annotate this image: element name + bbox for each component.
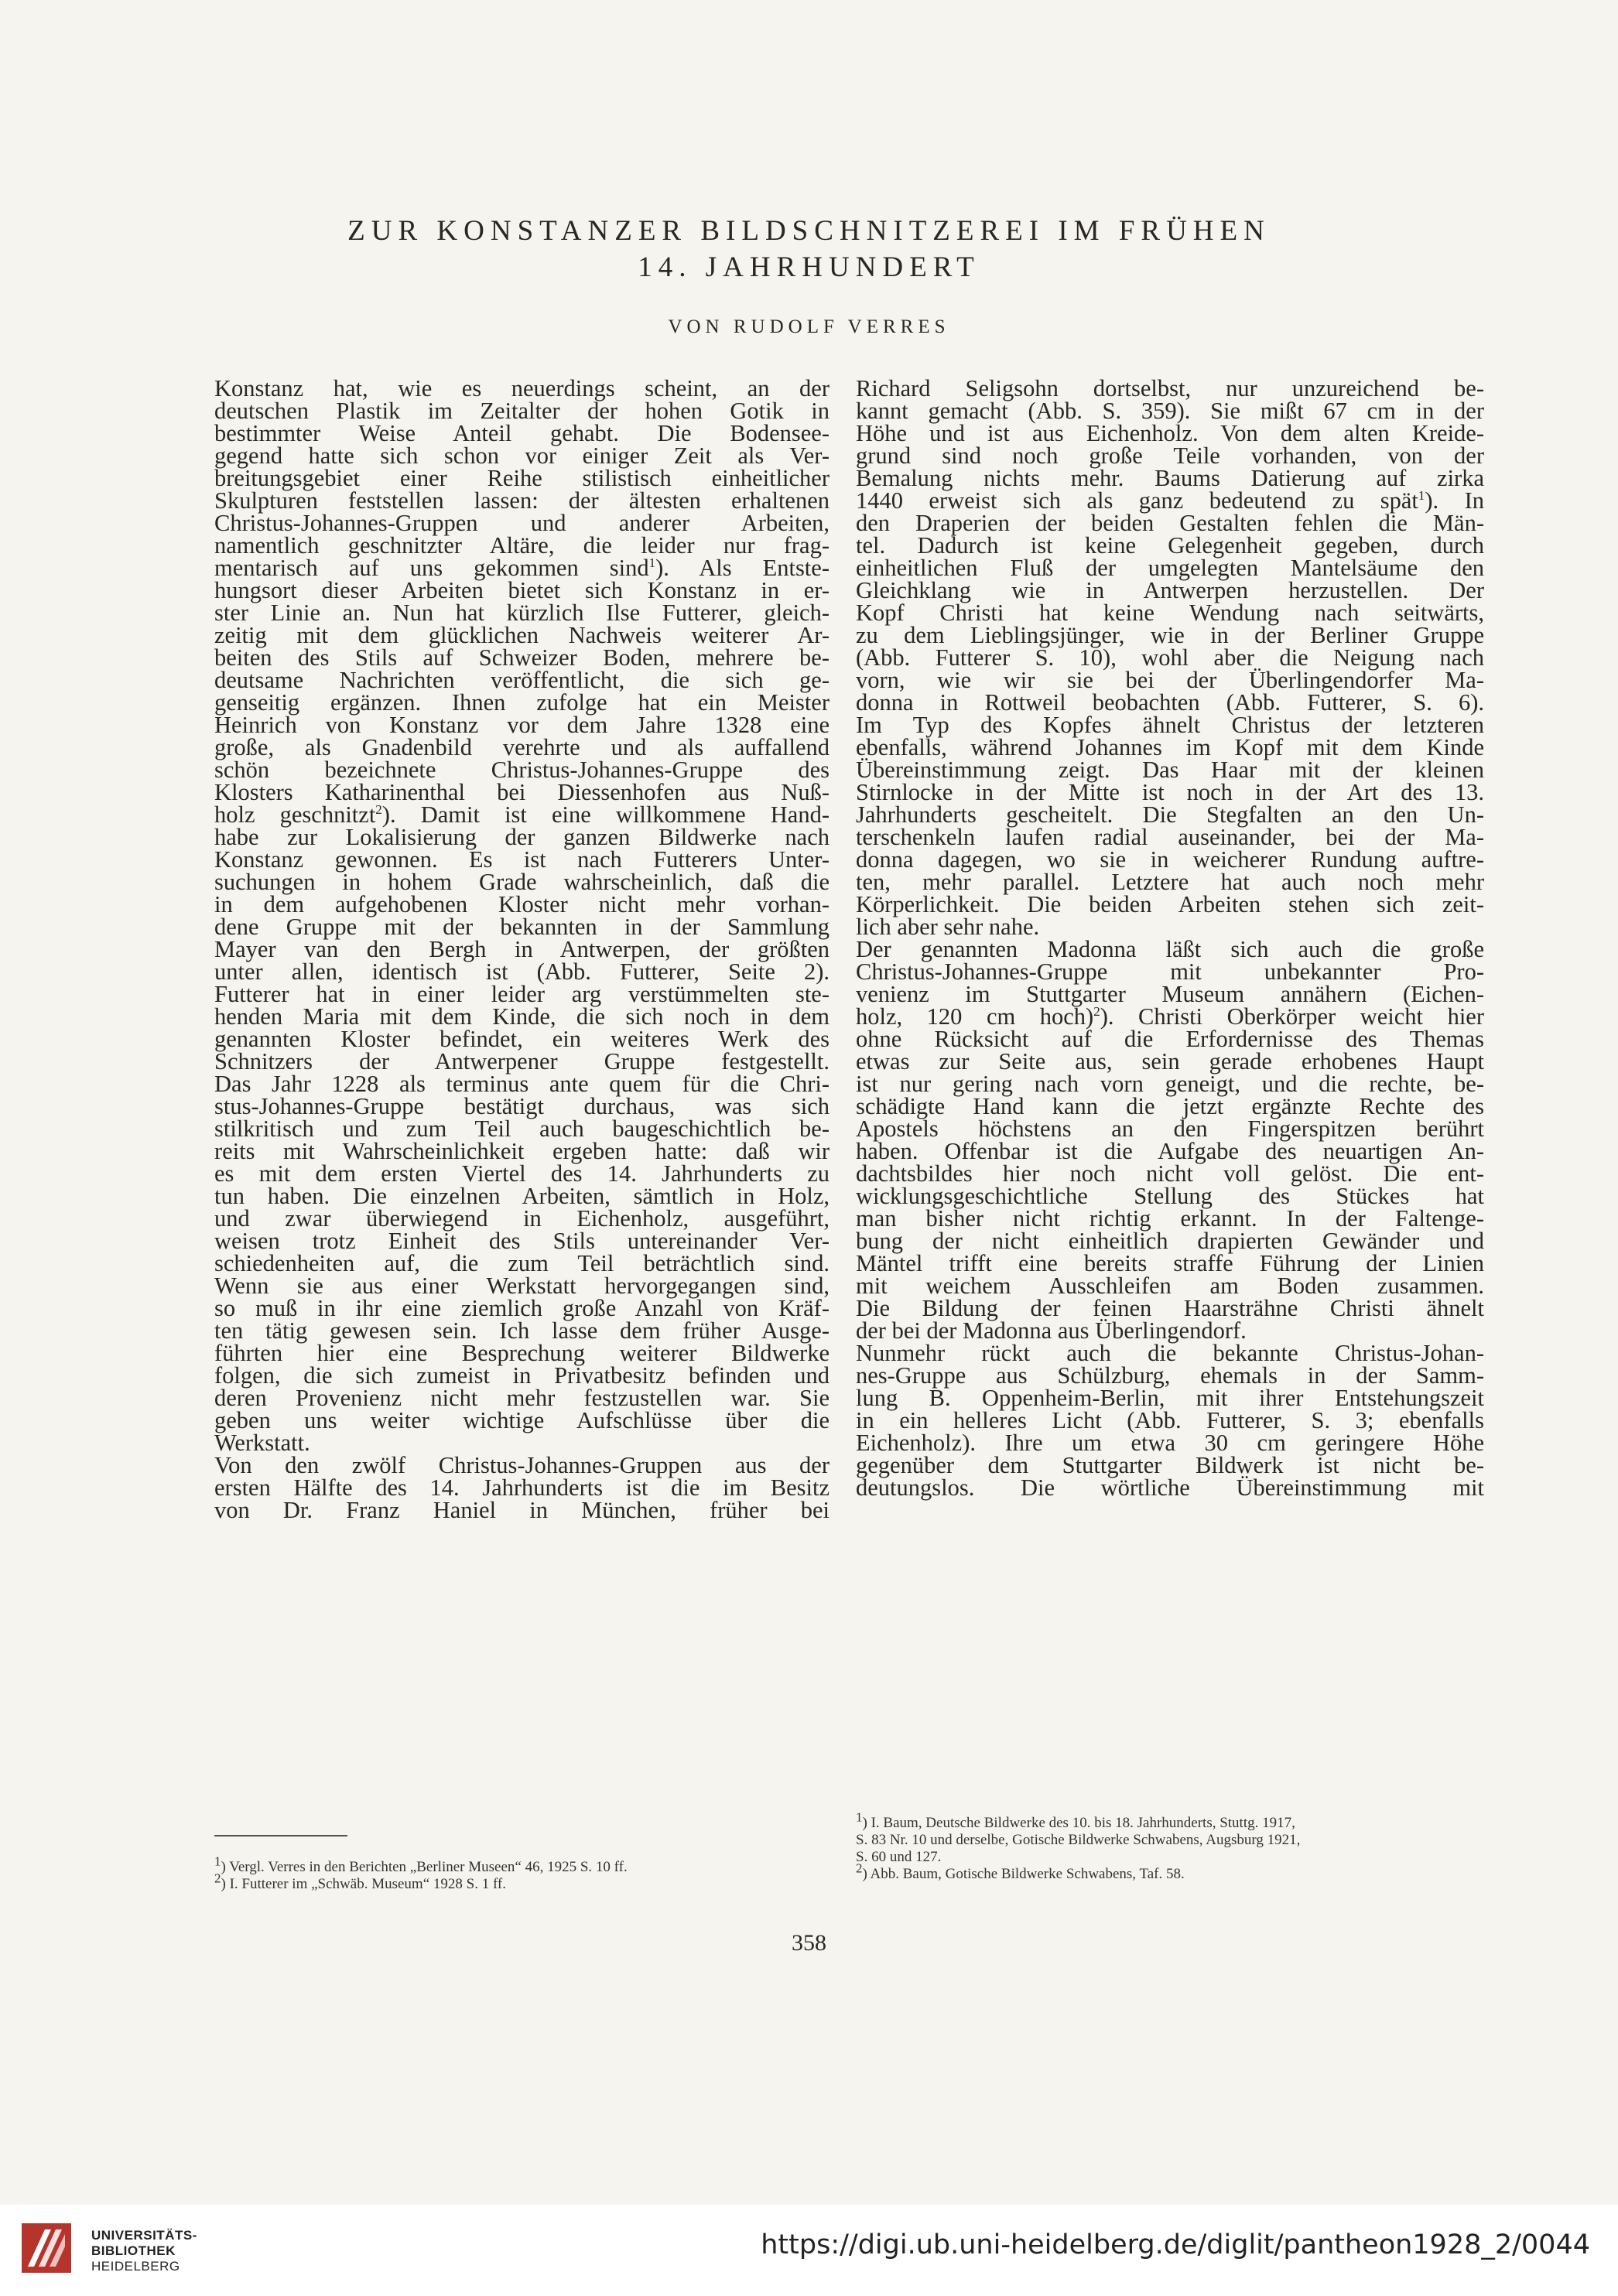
article-title [0, 213, 1618, 285]
text-line: tel. Dadurch ist keine Gelegenheit gegeben, durch [856, 532, 1484, 559]
text-line: ersten Hälfte des 14. Jahrhunderts ist die im Besitz [214, 1474, 830, 1501]
text-line: deutsame Nachrichten veröffentlicht, die sich ge- [214, 667, 830, 693]
text-line: Eichenholz). Ihre um etwa 30 cm geringere Höhe [856, 1430, 1484, 1456]
text-line: in dem aufgehobenen Kloster nicht mehr vorhan- [214, 891, 830, 917]
text-line: der bei der Madonna aus Überlingendorf. [856, 1317, 1247, 1344]
text-line: Körperlichkeit. Die beiden Arbeiten stehen sich zeit- [856, 891, 1484, 917]
text-line: Apostels höchstens an den Fingerspitzen berührt [856, 1116, 1484, 1142]
text-line: Konstanz hat, wie es neuerdings scheint, an der [214, 375, 830, 401]
institution-name [91, 2228, 197, 2274]
text-line: wicklungsgeschichtliche Stellung des Stückes hat [856, 1183, 1484, 1209]
title-line-2: 14. JAHRHUNDERT [638, 251, 980, 283]
footnote-line: $^1$) Vergl. Verres in den Berichten „Berliner Museen“ 46, 1925 S. 10 ff. [214, 1854, 628, 1875]
text-line: suchungen in hohem Grade wahrscheinlich, daß die [214, 869, 830, 895]
text-line: von Dr. Franz Haniel in München, früher bei [214, 1497, 830, 1523]
text-line: reits mit Wahrscheinlichkeit ergeben hatte: daß wir [214, 1138, 830, 1164]
text-line: und zwar überwiegend in Eichenholz, ausgeführt, [214, 1205, 830, 1232]
text-line: Das Jahr 1228 als terminus ante quem für die Chri- [214, 1071, 830, 1097]
text-line: so muß in ihr eine ziemlich große Anzahl von Kräf- [214, 1295, 830, 1321]
text-line: etwas zur Seite aus, sein gerade erhobenes Haupt [856, 1048, 1484, 1075]
text-line: zu dem Lieblingsjünger, wie in der Berliner Gruppe [856, 622, 1484, 648]
text-line: dachtsbildes hier noch nicht voll gelöst. Die ent- [856, 1160, 1484, 1187]
text-line: Schnitzers der Antwerpener Gruppe festgestellt. [214, 1048, 830, 1075]
footnote-line: S. 60 und 127. [856, 1849, 942, 1865]
footnote-line: $^1$) I. Baum, Deutsche Bildwerke des 10. bis 18. Jahrhunderts, Stuttg. 1917, [856, 1809, 1295, 1831]
text-line: beiten des Stils auf Schweizer Boden, mehrere be- [214, 644, 830, 671]
left-text-column [214, 375, 830, 1523]
text-line: deutungslos. Die wörtliche Übereinstimmung mit [856, 1474, 1484, 1501]
source-url-link[interactable]: https://digi.ub.uni-heidelberg.de/diglit/pantheon1928_2/0044 [761, 2229, 1590, 2260]
text-line: vorn, wie wir sie bei der Überlingendorfer Ma- [856, 667, 1484, 693]
text-line: haben. Offenbar ist die Aufgabe des neuartigen An- [856, 1138, 1484, 1164]
text-line: ebenfalls, während Johannes im Kopf mit dem Kinde [856, 734, 1484, 760]
footnote-rule-left [214, 1835, 347, 1836]
text-line: Futterer hat in einer leider arg verstümmelten ste- [214, 981, 830, 1007]
text-line: grund sind noch große Teile vorhanden, von der [856, 442, 1484, 469]
text-line: Nunmehr rückt auch die bekannte Christus-Johan- [856, 1340, 1484, 1366]
text-line: Die Bildung der feinen Haarsträhne Christi ähnelt [856, 1295, 1484, 1321]
text-line: ohne Rücksicht auf die Erfordernisse des Themas [856, 1026, 1484, 1052]
text-line: schön bezeichnete Christus-Johannes-Gruppe des [214, 757, 830, 783]
text-line: Christus-Johannes-Gruppen und anderer Arbeiten, [214, 510, 830, 536]
text-line: führten hier eine Besprechung weiterer Bildwerke [214, 1340, 830, 1366]
university-library-logo-icon [22, 2223, 71, 2273]
library-footer [0, 2205, 1618, 2296]
text-line: donna in Rottweil beobachten (Abb. Futterer, S. 6). [856, 689, 1484, 716]
text-line: mit weichem Ausschleifen am Boden zusammen. [856, 1273, 1484, 1299]
text-line: tun haben. Die einzelnen Arbeiten, sämtlich in Holz, [214, 1183, 830, 1209]
text-line: deutschen Plastik im Zeitalter der hohen Gotik in [214, 398, 830, 424]
text-line: habe zur Lokalisierung der ganzen Bildwerke nach [214, 824, 830, 850]
text-line: hungsort dieser Arbeiten bietet sich Konstanz in er- [214, 577, 830, 603]
text-line: donna dagegen, wo sie in weicherer Rundung auftre- [856, 846, 1484, 873]
footnote-line: S. 83 Nr. 10 und derselbe, Gotische Bildwerke Schwabens, Augsburg 1921, [856, 1832, 1301, 1848]
title-line-1: ZUR KONSTANZER BILDSCHNITZEREI IM FRÜHEN [347, 215, 1271, 247]
text-line: gegenüber dem Stuttgarter Bildwerk ist nicht be- [856, 1452, 1484, 1478]
text-line: man bisher nicht richtig erkannt. In der Faltenge- [856, 1205, 1484, 1232]
footnote-line: $^2$) I. Futterer im „Schwäb. Museum“ 1928 S. 1 ff. [214, 1871, 507, 1892]
institution-line-3: HEIDELBERG [91, 2259, 180, 2274]
text-line: ist nur gering nach vorn geneigt, und die rechte, be- [856, 1071, 1484, 1097]
author-byline: VON RUDOLF VERRES [668, 316, 950, 337]
text-line: Stirnlocke in der Mitte ist noch in der Art des 13. [856, 779, 1484, 805]
text-line: Gleichklang wie in Antwerpen herzustellen. Der [856, 577, 1484, 603]
text-line: Mäntel trifft eine bereits straffe Führung der Linien [856, 1250, 1484, 1276]
text-line: zeitig mit dem glücklichen Nachweis weiterer Ar- [214, 622, 830, 648]
text-line: stilkritisch und zum Teil auch baugeschichtlich be- [214, 1116, 830, 1142]
text-line: ster Linie an. Nun hat kürzlich Ilse Futterer, gleich- [214, 600, 830, 626]
text-line: kannt gemacht (Abb. S. 359). Sie mißt 67 cm in der [856, 398, 1484, 424]
text-line: Wenn sie aus einer Werkstatt hervorgegangen sind, [214, 1273, 830, 1299]
text-line: Bemalung nichts mehr. Baums Datierung auf zirka [856, 465, 1484, 491]
right-text-column [856, 375, 1484, 1501]
text-line: henden Maria mit dem Kinde, die sich noch in dem [214, 1003, 830, 1030]
text-line: gegend hatte sich schon vor einiger Zeit als Ver- [214, 442, 830, 469]
text-line: ten, mehr parallel. Letztere hat auch noch mehr [856, 869, 1484, 895]
text-line: folgen, die sich zumeist in Privatbesitz befinden und [214, 1362, 830, 1389]
text-line: den Draperien der beiden Gestalten fehlen die Män- [856, 510, 1484, 536]
right-footnotes [856, 1809, 1484, 1883]
text-line: geben uns weiter wichtige Aufschlüsse über die [214, 1407, 830, 1433]
page-number: 358 [792, 1930, 826, 1956]
text-line: stus-Johannes-Gruppe bestätigt durchaus, was sich [214, 1093, 830, 1119]
text-line: (Abb. Futterer S. 10), wohl aber die Neigung nach [856, 644, 1484, 671]
left-footnotes [214, 1854, 628, 1893]
text-line: Höhe und ist aus Eichenholz. Von dem alten Kreide- [856, 420, 1484, 446]
text-line: Christus-Johannes-Gruppe mit unbekannter Pro- [856, 958, 1484, 985]
text-line: Mayer van den Bergh in Antwerpen, der größten [214, 936, 830, 962]
institution-line-1: UNIVERSITÄTS- [91, 2228, 197, 2243]
text-line: ten tätig gewesen sein. Ich lasse dem früher Ausge- [214, 1317, 830, 1344]
text-line: unter allen, identisch ist (Abb. Futterer, Seite 2). [214, 958, 830, 985]
text-line: genannten Kloster befindet, ein weiteres Werk des [214, 1026, 830, 1052]
text-line: es mit dem ersten Viertel des 14. Jahrhunderts zu [214, 1160, 830, 1187]
text-line: einheitlichen Fluß der umgelegten Mantelsäume den [856, 555, 1484, 581]
text-line: in ein helleres Licht (Abb. Futterer, S. 3; ebenfalls [856, 1407, 1484, 1433]
text-line: Kopf Christi hat keine Wendung nach seitwärts, [856, 600, 1484, 626]
text-line: nes-Gruppe aus Schülzburg, ehemals in der Samm- [856, 1362, 1484, 1389]
text-line: schiedenheiten auf, die zum Teil beträchtlich sind. [214, 1250, 830, 1276]
text-line: venienz im Stuttgarter Museum annähern (Eichen- [856, 981, 1484, 1007]
text-line: dene Gruppe mit der bekannten in der Sammlung [214, 914, 830, 940]
text-line: holz geschnitzt$^2$). Damit ist eine willkommene Hand- [214, 801, 830, 828]
text-line: Richard Seligsohn dortselbst, nur unzureichend be- [856, 375, 1484, 401]
text-line: Klosters Katharinenthal bei Diessenhofen aus Nuß- [214, 779, 830, 805]
text-line: bung der nicht einheitlich drapierten Gewänder und [856, 1228, 1484, 1254]
text-line: weisen trotz Einheit des Stils untereinander Ver- [214, 1228, 830, 1254]
text-line: Konstanz gewonnen. Es ist nach Futterers Unter- [214, 846, 830, 873]
text-line: mentarisch auf uns gekommen sind$^1$). Als Entste- [214, 555, 830, 581]
text-line: Werkstatt. [214, 1430, 310, 1456]
text-line: Der genannten Madonna läßt sich auch die große [856, 936, 1484, 962]
text-line: holz, 120 cm hoch)$^2$). Christi Oberkörper weicht hier [856, 1003, 1484, 1030]
text-line: Im Typ des Kopfes ähnelt Christus der letzteren [856, 712, 1484, 738]
text-line: lich aber sehr nahe. [856, 914, 1040, 940]
text-line: bestimmter Weise Anteil gehabt. Die Bodensee- [214, 420, 830, 446]
text-line: Jahrhunderts gescheitelt. Die Stegfalten an den Un- [856, 801, 1484, 828]
text-line: Von den zwölf Christus-Johannes-Gruppen aus der [214, 1452, 830, 1478]
text-line: deren Provenienz nicht mehr festzustellen war. Sie [214, 1385, 830, 1411]
text-line: 1440 erweist sich als ganz bedeutend zu spät$^1$). In [856, 487, 1484, 514]
footnote-line: $^2$) Abb. Baum, Gotische Bildwerke Schwabens, Taf. 58. [856, 1860, 1185, 1882]
text-line: Übereinstimmung zeigt. Das Haar mit der kleinen [856, 757, 1484, 783]
text-line: namentlich geschnitzter Altäre, die leider nur frag- [214, 532, 830, 559]
text-line: Heinrich von Konstanz vor dem Jahre 1328 eine [214, 712, 830, 738]
text-line: breitungsgebiet einer Reihe stilistisch einheitlicher [214, 465, 830, 491]
institution-line-2: BIBLIOTHEK [91, 2243, 176, 2258]
text-line: terschenkeln laufen radial auseinander, bei der Ma- [856, 824, 1484, 850]
text-line: schädigte Hand kann die jetzt ergänzte Rechte des [856, 1093, 1484, 1119]
text-line: lung B. Oppenheim-Berlin, mit ihrer Entstehungszeit [856, 1385, 1484, 1411]
text-line: große, als Gnadenbild verehrte und als auffallend [214, 734, 830, 760]
text-line: genseitig ergänzen. Ihnen zufolge hat ein Meister [214, 689, 830, 716]
text-line: Skulpturen feststellen lassen: der ältesten erhaltenen [214, 487, 830, 514]
